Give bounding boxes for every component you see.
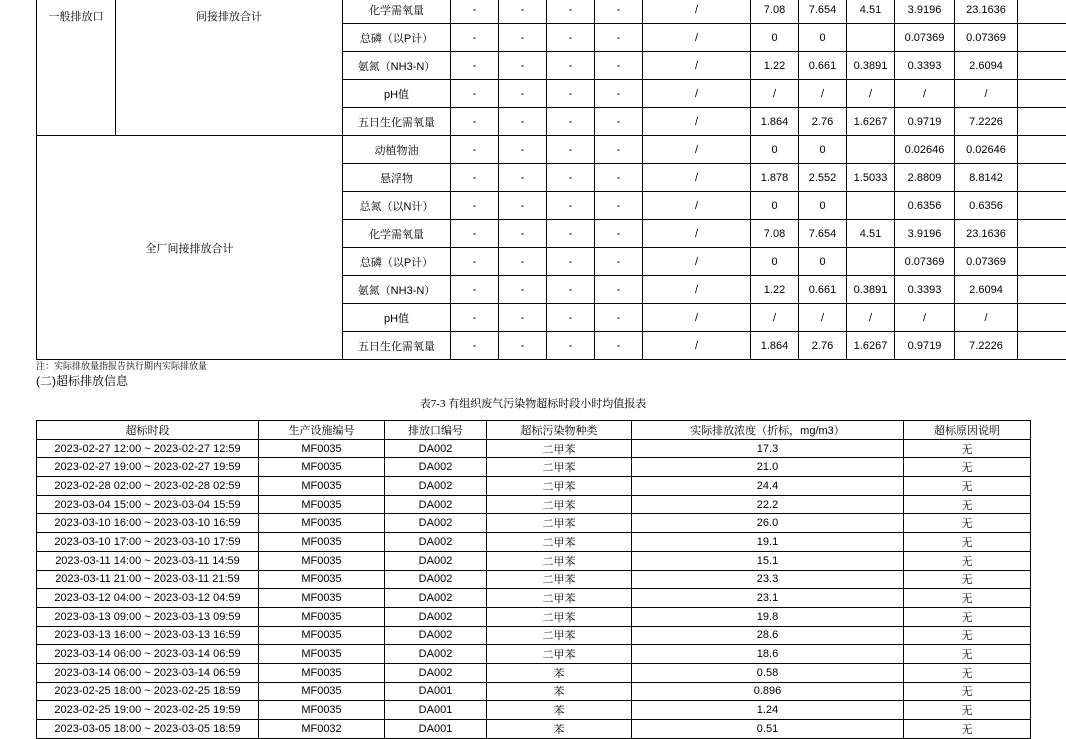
value-cell (1018, 304, 1066, 332)
section-heading: (二)超标排放信息 (36, 374, 128, 388)
value-cell: - (547, 192, 595, 220)
table-cell: 无 (904, 551, 1031, 570)
value-cell: 0 (751, 24, 799, 52)
table-cell: 2023-03-14 06:00 ~ 2023-03-14 06:59 (37, 645, 259, 664)
value-cell: - (451, 52, 499, 80)
value-cell: / (643, 0, 751, 24)
value-cell: 3.9196 (895, 0, 955, 24)
value-cell: 0 (799, 192, 847, 220)
value-cell: 0 (751, 248, 799, 276)
value-cell: 7.2226 (955, 332, 1018, 360)
value-cell: 0.6356 (895, 192, 955, 220)
value-cell: / (643, 276, 751, 304)
table-cell: DA001 (385, 720, 487, 739)
value-cell: - (499, 304, 547, 332)
value-cell: 3.9196 (895, 220, 955, 248)
table-row (37, 439, 1031, 458)
value-cell: / (799, 80, 847, 108)
table-cell: MF0035 (259, 439, 385, 458)
value-cell: 2.6094 (955, 276, 1018, 304)
pollutant-name: 氨氮（NH3-N） (343, 52, 451, 80)
table-header-row (37, 421, 1031, 440)
value-cell: - (451, 108, 499, 136)
value-cell (847, 192, 895, 220)
value-cell: - (595, 220, 643, 248)
value-cell: 0.3891 (847, 52, 895, 80)
table-cell: DA002 (385, 533, 487, 552)
value-cell: 0.9719 (895, 332, 955, 360)
table-cell: 无 (904, 495, 1031, 514)
value-cell: - (547, 332, 595, 360)
table-cell: 2023-03-10 17:00 ~ 2023-03-10 17:59 (37, 533, 259, 552)
table-cell: 2023-03-13 09:00 ~ 2023-03-13 09:59 (37, 607, 259, 626)
value-cell: - (451, 80, 499, 108)
value-cell: - (499, 248, 547, 276)
value-cell: 0 (799, 248, 847, 276)
value-cell (1018, 332, 1066, 360)
value-cell: - (451, 164, 499, 192)
value-cell: 1.878 (751, 164, 799, 192)
pollutant-name: 化学需氧量 (343, 220, 451, 248)
table-cell: MF0035 (259, 701, 385, 720)
exceedance-table (36, 420, 1031, 739)
pollutant-name: 五日生化需氧量 (343, 108, 451, 136)
pollutant-name: 氨氮（NH3-N） (343, 276, 451, 304)
table-cell: 2023-03-13 16:00 ~ 2023-03-13 16:59 (37, 626, 259, 645)
column-header: 超标污染物种类 (487, 421, 632, 440)
value-cell: - (499, 192, 547, 220)
value-cell: 0.02646 (955, 136, 1018, 164)
table-cell: 2023-03-11 21:00 ~ 2023-03-11 21:59 (37, 570, 259, 589)
table-cell: MF0035 (259, 626, 385, 645)
value-cell: - (595, 332, 643, 360)
value-cell: 7.654 (799, 220, 847, 248)
pollutant-name: 总氮（以N计） (343, 192, 451, 220)
table-cell: 2023-02-27 19:00 ~ 2023-02-27 19:59 (37, 458, 259, 477)
group-label: 间接排放合计 (116, 0, 343, 136)
value-cell: 0 (799, 136, 847, 164)
table-cell: MF0035 (259, 495, 385, 514)
value-cell (847, 24, 895, 52)
table-cell: 19.8 (632, 607, 904, 626)
value-cell (1018, 192, 1066, 220)
table-cell: DA001 (385, 701, 487, 720)
value-cell: / (799, 304, 847, 332)
table-cell: 2023-02-27 12:00 ~ 2023-02-27 12:59 (37, 439, 259, 458)
pollutant-name: 悬浮物 (343, 164, 451, 192)
value-cell: 4.51 (847, 0, 895, 24)
value-cell: 0.02646 (895, 136, 955, 164)
value-cell: / (895, 304, 955, 332)
table-cell: 28.6 (632, 626, 904, 645)
table-caption: 表7-3 有组织废气污染物超标时段小时均值报表 (419, 398, 647, 410)
value-cell: - (547, 136, 595, 164)
table-cell: 二甲苯 (487, 645, 632, 664)
value-cell: 1.22 (751, 52, 799, 80)
table-cell: 无 (904, 458, 1031, 477)
pollutant-name: 总磷（以P计） (343, 248, 451, 276)
table-cell: 无 (904, 645, 1031, 664)
value-cell: - (499, 52, 547, 80)
column-header: 超标原因说明 (904, 421, 1031, 440)
value-cell: - (595, 80, 643, 108)
table-cell: DA002 (385, 458, 487, 477)
table-cell: MF0035 (259, 589, 385, 608)
table-cell: 苯 (487, 720, 632, 739)
table-cell: 0.51 (632, 720, 904, 739)
table-row (37, 626, 1031, 645)
value-cell: - (547, 0, 595, 24)
table-cell: 2023-03-10 16:00 ~ 2023-03-10 16:59 (37, 514, 259, 533)
table-cell: 无 (904, 663, 1031, 682)
table-cell: 二甲苯 (487, 514, 632, 533)
value-cell (1018, 80, 1066, 108)
table-cell: 无 (904, 682, 1031, 701)
value-cell: 0.07369 (955, 24, 1018, 52)
table-cell: MF0035 (259, 570, 385, 589)
value-cell: - (595, 0, 643, 24)
table-row (37, 682, 1031, 701)
value-cell: - (499, 24, 547, 52)
value-cell: / (643, 248, 751, 276)
value-cell: - (595, 52, 643, 80)
value-cell: / (895, 80, 955, 108)
value-cell (1018, 220, 1066, 248)
pollutant-name: 化学需氧量 (343, 0, 451, 24)
value-cell: 0.3393 (895, 52, 955, 80)
value-cell: 0.661 (799, 276, 847, 304)
table-cell: DA002 (385, 551, 487, 570)
category-label: 一般排放口 (37, 0, 116, 136)
value-cell: - (499, 220, 547, 248)
table-row (37, 589, 1031, 608)
table-cell: DA002 (385, 477, 487, 496)
value-cell: - (451, 192, 499, 220)
table-cell: 无 (904, 439, 1031, 458)
value-cell (1018, 24, 1066, 52)
table-cell: 二甲苯 (487, 458, 632, 477)
value-cell: - (451, 332, 499, 360)
table-cell: 二甲苯 (487, 551, 632, 570)
value-cell: 0.6356 (955, 192, 1018, 220)
value-cell: - (547, 220, 595, 248)
value-cell: / (643, 52, 751, 80)
pollutant-name: pH值 (343, 304, 451, 332)
value-cell: - (547, 304, 595, 332)
value-cell: - (595, 304, 643, 332)
value-cell: 0.07369 (895, 248, 955, 276)
pollutant-name: 五日生化需氧量 (343, 332, 451, 360)
table-cell: 二甲苯 (487, 607, 632, 626)
value-cell: 0.07369 (895, 24, 955, 52)
value-cell: - (595, 108, 643, 136)
table-cell: MF0035 (259, 477, 385, 496)
table-cell: 无 (904, 570, 1031, 589)
value-cell: - (451, 220, 499, 248)
value-cell: 7.654 (799, 0, 847, 24)
table-row (37, 607, 1031, 626)
value-cell: / (643, 304, 751, 332)
value-cell: 1.5033 (847, 164, 895, 192)
value-cell: 0 (751, 192, 799, 220)
table-row (37, 570, 1031, 589)
value-cell: / (955, 80, 1018, 108)
table-cell: 23.1 (632, 589, 904, 608)
value-cell: / (643, 24, 751, 52)
table-cell: DA002 (385, 514, 487, 533)
value-cell: 1.864 (751, 108, 799, 136)
value-cell: - (499, 276, 547, 304)
table-cell: DA002 (385, 570, 487, 589)
value-cell: - (595, 192, 643, 220)
value-cell: - (595, 24, 643, 52)
value-cell: 2.6094 (955, 52, 1018, 80)
table-row (37, 0, 1066, 24)
table-cell: MF0035 (259, 607, 385, 626)
value-cell: - (595, 136, 643, 164)
pollutant-name: 总磷（以P计） (343, 24, 451, 52)
value-cell: - (547, 108, 595, 136)
table-cell: 19.1 (632, 533, 904, 552)
table-row (37, 663, 1031, 682)
table-cell: 22.2 (632, 495, 904, 514)
value-cell: 2.76 (799, 108, 847, 136)
table-cell: 无 (904, 720, 1031, 739)
table-cell: 二甲苯 (487, 589, 632, 608)
value-cell: / (643, 192, 751, 220)
value-cell: 0.9719 (895, 108, 955, 136)
emission-summary-table (36, 0, 1066, 360)
value-cell: - (547, 248, 595, 276)
value-cell: 7.08 (751, 220, 799, 248)
table-cell: 二甲苯 (487, 570, 632, 589)
value-cell: - (451, 304, 499, 332)
value-cell: / (643, 108, 751, 136)
table-cell: 2023-03-11 14:00 ~ 2023-03-11 14:59 (37, 551, 259, 570)
table-cell: 二甲苯 (487, 477, 632, 496)
value-cell (847, 136, 895, 164)
table-cell: MF0032 (259, 720, 385, 739)
table-cell: 无 (904, 701, 1031, 720)
value-cell: 1.864 (751, 332, 799, 360)
column-header: 超标时段 (37, 421, 259, 440)
table-row (37, 701, 1031, 720)
value-cell: - (595, 164, 643, 192)
value-cell (1018, 0, 1066, 24)
table-cell: 无 (904, 533, 1031, 552)
table-cell: 苯 (487, 701, 632, 720)
table-cell: 无 (904, 589, 1031, 608)
table-cell: 2023-02-25 19:00 ~ 2023-02-25 19:59 (37, 701, 259, 720)
value-cell (1018, 108, 1066, 136)
table-cell: 2023-03-04 15:00 ~ 2023-03-04 15:59 (37, 495, 259, 514)
value-cell: 23.1636 (955, 220, 1018, 248)
value-cell: - (499, 0, 547, 24)
value-cell: 1.6267 (847, 108, 895, 136)
table-row (37, 477, 1031, 496)
value-cell: - (451, 0, 499, 24)
table-cell: 2023-03-12 04:00 ~ 2023-03-12 04:59 (37, 589, 259, 608)
table-cell: MF0035 (259, 514, 385, 533)
table-cell: 0.58 (632, 663, 904, 682)
value-cell: - (547, 24, 595, 52)
table-cell: DA002 (385, 607, 487, 626)
table-cell: 二甲苯 (487, 495, 632, 514)
group-label: 全厂间接排放合计 (37, 136, 343, 360)
table-row (37, 551, 1031, 570)
table-cell: 二甲苯 (487, 533, 632, 552)
value-cell: / (955, 304, 1018, 332)
value-cell: 0 (751, 136, 799, 164)
value-cell: - (595, 248, 643, 276)
table-cell: MF0035 (259, 551, 385, 570)
value-cell: 0 (799, 24, 847, 52)
table-cell: MF0035 (259, 645, 385, 664)
value-cell: - (451, 276, 499, 304)
table-cell: 苯 (487, 663, 632, 682)
table-cell: 17.3 (632, 439, 904, 458)
value-cell (1018, 248, 1066, 276)
table-cell: DA002 (385, 663, 487, 682)
table-cell: 无 (904, 607, 1031, 626)
value-cell: / (643, 220, 751, 248)
value-cell (1018, 276, 1066, 304)
table-cell: DA001 (385, 682, 487, 701)
table-cell: 二甲苯 (487, 439, 632, 458)
value-cell: - (451, 136, 499, 164)
table-cell: DA002 (385, 626, 487, 645)
table-cell: 0.896 (632, 682, 904, 701)
value-cell: 0.661 (799, 52, 847, 80)
value-cell: 1.22 (751, 276, 799, 304)
table-row (37, 136, 1066, 164)
value-cell: / (643, 332, 751, 360)
table-row (37, 514, 1031, 533)
value-cell: - (499, 164, 547, 192)
value-cell: 2.552 (799, 164, 847, 192)
value-cell: 7.08 (751, 0, 799, 24)
table-cell: 2023-03-14 06:00 ~ 2023-03-14 06:59 (37, 663, 259, 682)
table-cell: 21.0 (632, 458, 904, 477)
table-cell: MF0035 (259, 533, 385, 552)
value-cell: - (499, 136, 547, 164)
table-cell: MF0035 (259, 682, 385, 701)
value-cell: / (643, 136, 751, 164)
table-cell: 无 (904, 626, 1031, 645)
value-cell: / (643, 164, 751, 192)
value-cell: 0.3393 (895, 276, 955, 304)
table-cell: 苯 (487, 682, 632, 701)
value-cell (1018, 136, 1066, 164)
table-cell: 无 (904, 477, 1031, 496)
value-cell: / (847, 80, 895, 108)
table-row (37, 458, 1031, 477)
value-cell: - (499, 332, 547, 360)
table-cell: MF0035 (259, 663, 385, 682)
table-cell: 1.24 (632, 701, 904, 720)
value-cell: / (847, 304, 895, 332)
value-cell: - (499, 80, 547, 108)
value-cell: - (547, 164, 595, 192)
value-cell: 7.2226 (955, 108, 1018, 136)
column-header: 生产设施编号 (259, 421, 385, 440)
value-cell: - (451, 24, 499, 52)
value-cell: - (547, 276, 595, 304)
value-cell (1018, 164, 1066, 192)
table-cell: 26.0 (632, 514, 904, 533)
value-cell: / (751, 80, 799, 108)
value-cell: - (547, 80, 595, 108)
value-cell: - (499, 108, 547, 136)
pollutant-name: 动植物油 (343, 136, 451, 164)
table-cell: 15.1 (632, 551, 904, 570)
value-cell: / (751, 304, 799, 332)
value-cell: 8.8142 (955, 164, 1018, 192)
table-cell: 18.6 (632, 645, 904, 664)
table-cell: MF0035 (259, 458, 385, 477)
table-cell: DA002 (385, 439, 487, 458)
table-row (37, 720, 1031, 739)
column-header: 实际排放浓度（折标，mg/m3） (632, 421, 904, 440)
table-row (37, 645, 1031, 664)
table-cell: 二甲苯 (487, 626, 632, 645)
value-cell: 2.8809 (895, 164, 955, 192)
table-cell: 23.3 (632, 570, 904, 589)
value-cell: - (595, 276, 643, 304)
table-cell: DA002 (385, 589, 487, 608)
table-cell: 无 (904, 514, 1031, 533)
value-cell: 23.1636 (955, 0, 1018, 24)
value-cell: - (451, 248, 499, 276)
table-cell: DA002 (385, 645, 487, 664)
table-cell: 24.4 (632, 477, 904, 496)
value-cell: 0.3891 (847, 276, 895, 304)
value-cell: / (643, 80, 751, 108)
table-cell: DA002 (385, 495, 487, 514)
footnote: 注：实际排放量指报告执行期内实际排放量 (36, 361, 208, 371)
value-cell: 4.51 (847, 220, 895, 248)
value-cell: 2.76 (799, 332, 847, 360)
table-cell: 2023-03-05 18:00 ~ 2023-03-05 18:59 (37, 720, 259, 739)
value-cell: 0.07369 (955, 248, 1018, 276)
value-cell (847, 248, 895, 276)
table-row (37, 533, 1031, 552)
table-cell: 2023-02-25 18:00 ~ 2023-02-25 18:59 (37, 682, 259, 701)
pollutant-name: pH值 (343, 80, 451, 108)
value-cell (1018, 52, 1066, 80)
value-cell: 1.6267 (847, 332, 895, 360)
table-row (37, 495, 1031, 514)
column-header: 排放口编号 (385, 421, 487, 440)
value-cell: - (547, 52, 595, 80)
table-cell: 2023-02-28 02:00 ~ 2023-02-28 02:59 (37, 477, 259, 496)
